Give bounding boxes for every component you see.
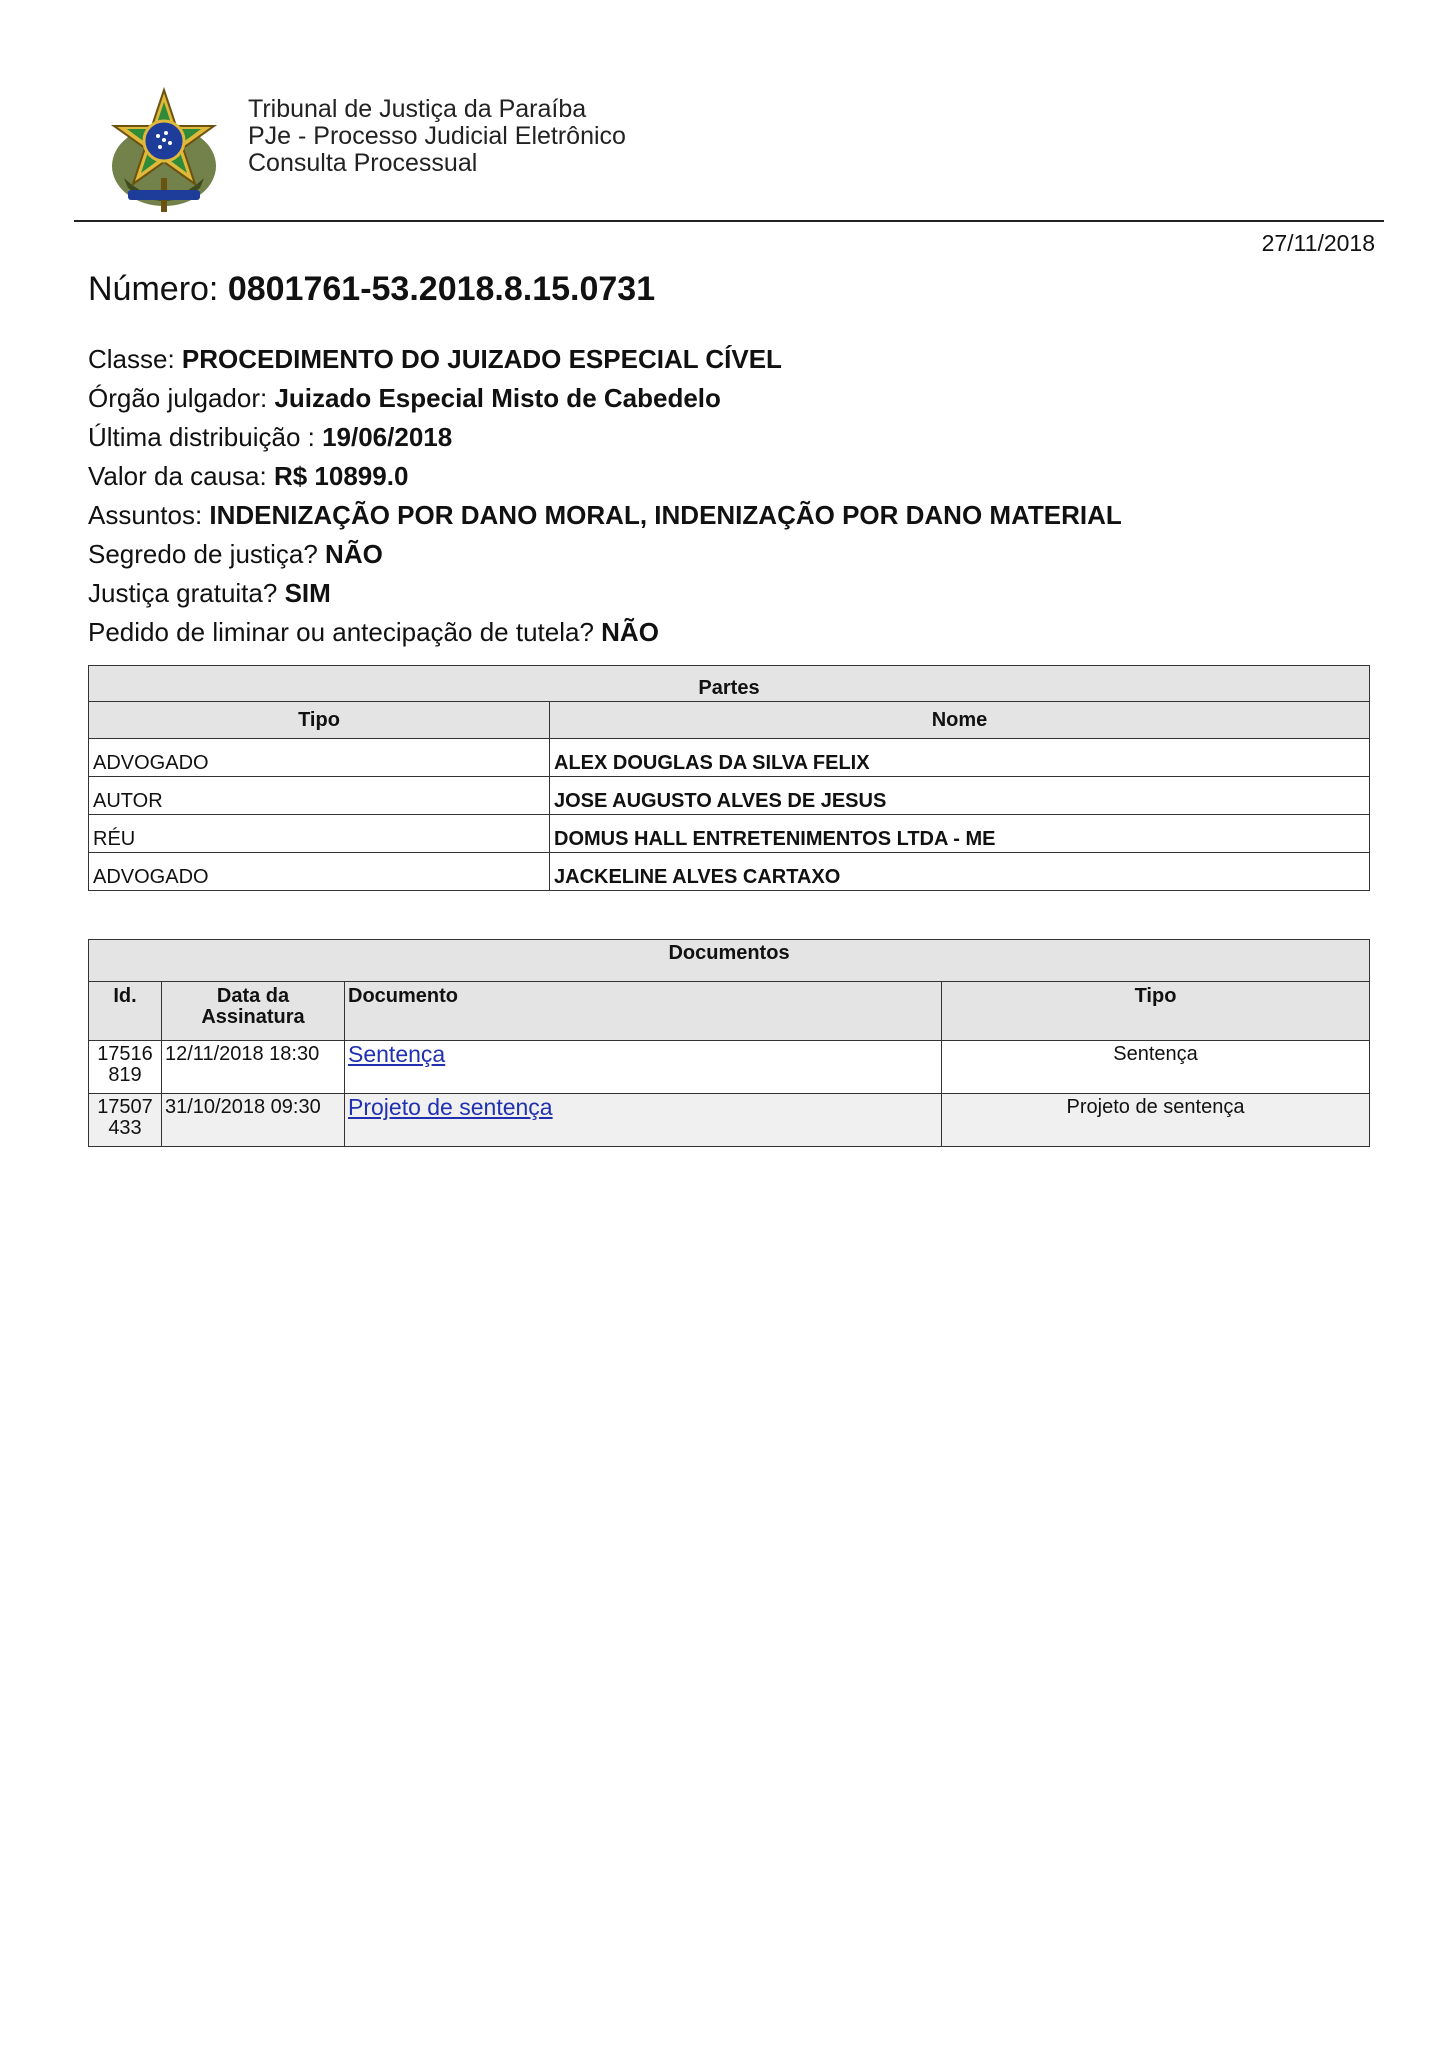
report-date: 27/11/2018 (1261, 230, 1375, 256)
field-orgao-julgador (88, 381, 1122, 420)
table-row (89, 739, 1370, 777)
parte-tipo: RÉU (89, 815, 550, 853)
table-row (89, 1094, 1370, 1147)
doc-tipo: Projeto de sentença (942, 1094, 1370, 1147)
documentos-caption: Documentos (89, 940, 1370, 982)
field-assuntos (88, 498, 1122, 537)
field-value: NÃO (601, 617, 659, 647)
parte-tipo: ADVOGADO (89, 739, 550, 777)
documentos-table (88, 939, 1370, 1147)
doc-tipo: Sentença (942, 1041, 1370, 1094)
parte-tipo: ADVOGADO (89, 853, 550, 891)
partes-table (88, 665, 1370, 891)
docs-header-data-line1: Data da (216, 985, 290, 1007)
doc-data: 31/10/2018 09:30 (162, 1094, 345, 1147)
org-line-2: PJe - Processo Judicial Eletrônico (248, 122, 626, 150)
field-value: SIM (284, 578, 331, 608)
parte-nome: JACKELINE ALVES CARTAXO (550, 853, 1370, 891)
doc-id-line1: 17516 (97, 1043, 153, 1065)
page-header (104, 86, 664, 216)
table-row (89, 1041, 1370, 1094)
parte-nome: DOMUS HALL ENTRETENIMENTOS LTDA - ME (550, 815, 1370, 853)
doc-id-line2: 433 (108, 1117, 142, 1139)
doc-link-projeto-sentenca[interactable]: Projeto de sentença (348, 1094, 553, 1120)
field-value: NÃO (325, 539, 383, 569)
parte-tipo: AUTOR (89, 777, 550, 815)
field-label: Órgão julgador: (88, 383, 275, 413)
field-label: Classe: (88, 344, 182, 374)
doc-id-line2: 819 (108, 1064, 142, 1086)
field-label: Justiça gratuita? (88, 578, 285, 608)
docs-header-data (162, 982, 345, 1041)
docs-header-id: Id. (89, 982, 162, 1041)
partes-header-tipo: Tipo (89, 702, 550, 739)
field-label: Pedido de liminar ou antecipação de tutela? (88, 617, 602, 647)
docs-header-documento: Documento (345, 982, 942, 1041)
header-divider (74, 220, 1384, 222)
table-row (89, 815, 1370, 853)
field-value: R$ 10899.0 (273, 461, 409, 491)
process-number (88, 270, 655, 309)
org-line-1: Tribunal de Justiça da Paraíba (248, 95, 587, 123)
doc-documento-cell (345, 1041, 942, 1094)
docs-header-data-line2: Assinatura (201, 1006, 305, 1028)
field-valor-causa (88, 459, 1122, 498)
partes-caption: Partes (89, 666, 1370, 702)
partes-header-nome: Nome (550, 702, 1370, 739)
doc-id (89, 1041, 162, 1094)
process-number-label: Número: (88, 270, 228, 308)
process-number-value: 0801761-53.2018.8.15.0731 (227, 270, 656, 308)
field-classe (88, 342, 1122, 381)
table-row (89, 853, 1370, 891)
field-value: Juizado Especial Misto de Cabedelo (274, 383, 721, 413)
field-label: Segredo de justiça? (88, 539, 326, 569)
doc-documento-cell (345, 1094, 942, 1147)
field-segredo-justica (88, 537, 1122, 576)
docs-header-tipo: Tipo (942, 982, 1370, 1041)
table-row (89, 777, 1370, 815)
brazil-coat-of-arms-seal (104, 86, 224, 216)
field-justica-gratuita (88, 576, 1122, 615)
field-value: 19/06/2018 (322, 422, 453, 452)
field-label: Valor da causa: (88, 461, 274, 491)
process-fields (88, 342, 1122, 654)
field-value: PROCEDIMENTO DO JUIZADO ESPECIAL CÍVEL (181, 344, 782, 374)
doc-id (89, 1094, 162, 1147)
parte-nome: ALEX DOUGLAS DA SILVA FELIX (550, 739, 1370, 777)
doc-data: 12/11/2018 18:30 (162, 1041, 345, 1094)
organization-name (248, 96, 626, 177)
field-label: Última distribuição : (88, 422, 323, 452)
field-ultima-distribuicao (88, 420, 1122, 459)
org-line-3: Consulta Processual (248, 149, 478, 177)
doc-link-sentenca[interactable]: Sentença (348, 1041, 446, 1067)
field-label: Assuntos: (88, 500, 210, 530)
field-value: INDENIZAÇÃO POR DANO MORAL, INDENIZAÇÃO POR DANO MATERIAL (209, 500, 1122, 530)
field-pedido-liminar (88, 615, 1122, 654)
parte-nome: JOSE AUGUSTO ALVES DE JESUS (550, 777, 1370, 815)
doc-id-line1: 17507 (97, 1096, 153, 1118)
